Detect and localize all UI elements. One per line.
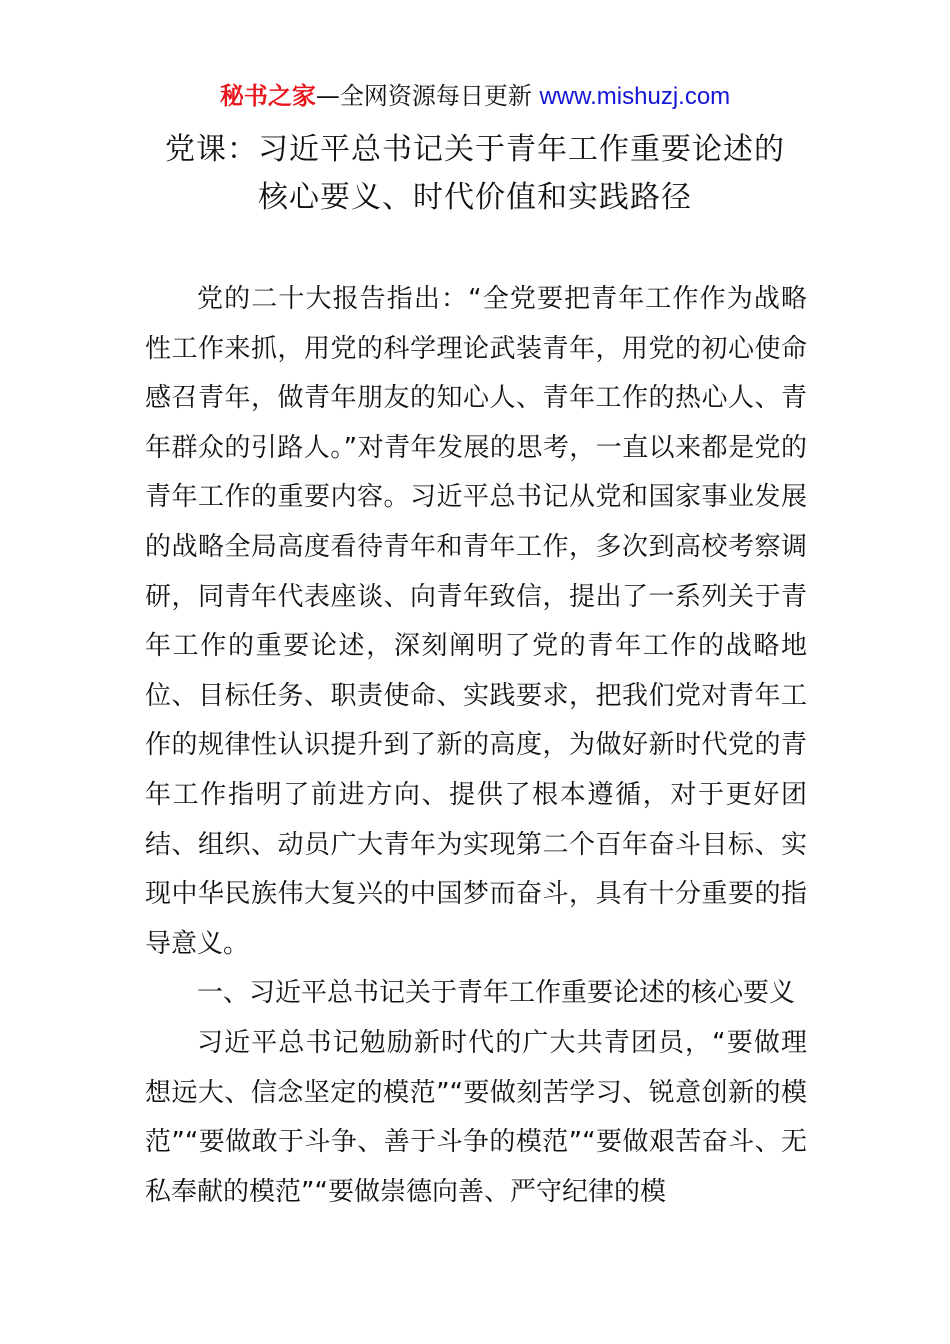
brand-name: 秘书之家 bbox=[219, 82, 316, 110]
site-url-link[interactable]: www.mishuzj.com bbox=[539, 83, 731, 110]
header-tagline: —全网资源每日更新 bbox=[315, 82, 540, 110]
paragraph-intro: 党的二十大报告指出：“全党要把青年工作作为战略性工作来抓，用党的科学理论武装青年，用党的初心使命感召青年，做青年朋友的知心人、青年工作的热心人、青年群众的引路人。”对青年发展的思考，一直以来都是党的青年工作的重要内容。习近平总书记从党和国家事业发展的战略全局高度看待青年和青年工作，多次到高校考察调研，同青年代表座谈、向青年致信，提出了一系列关于青年工作的重要论述，深刻阐明了党的青年工作的战略地位、目标任务、职责使命、实践要求，把我们党对青年工作的规律性认识提升到了新的高度，为做好新时代党的青年工作指明了前进方向、提供了根本遵循，对于更好团结、组织、动员广大青年为实现第二个百年奋斗目标、实现中华民族伟大复兴的中国梦而奋斗，具有十分重要的指导意义。 bbox=[145, 284, 807, 959]
document-title bbox=[0, 126, 950, 222]
document-body bbox=[145, 275, 807, 1217]
section-heading-1: 一、习近平总书记关于青年工作重要论述的核心要义 bbox=[197, 978, 796, 1009]
title-line-1: 党课：习近平总书记关于青年工作重要论述的 bbox=[165, 132, 785, 167]
site-header bbox=[0, 80, 950, 113]
title-line-2: 核心要义、时代价值和实践路径 bbox=[258, 180, 692, 215]
paragraph-section-1: 习近平总书记勉励新时代的广大共青团员，“要做理想远大、信念坚定的模范”“要做刻苦学习、锐意创新的模范”“要做敢于斗争、善于斗争的模范”“要做艰苦奋斗、无私奉献的模范”“要做崇德向善、严守纪律的模 bbox=[145, 1027, 807, 1207]
